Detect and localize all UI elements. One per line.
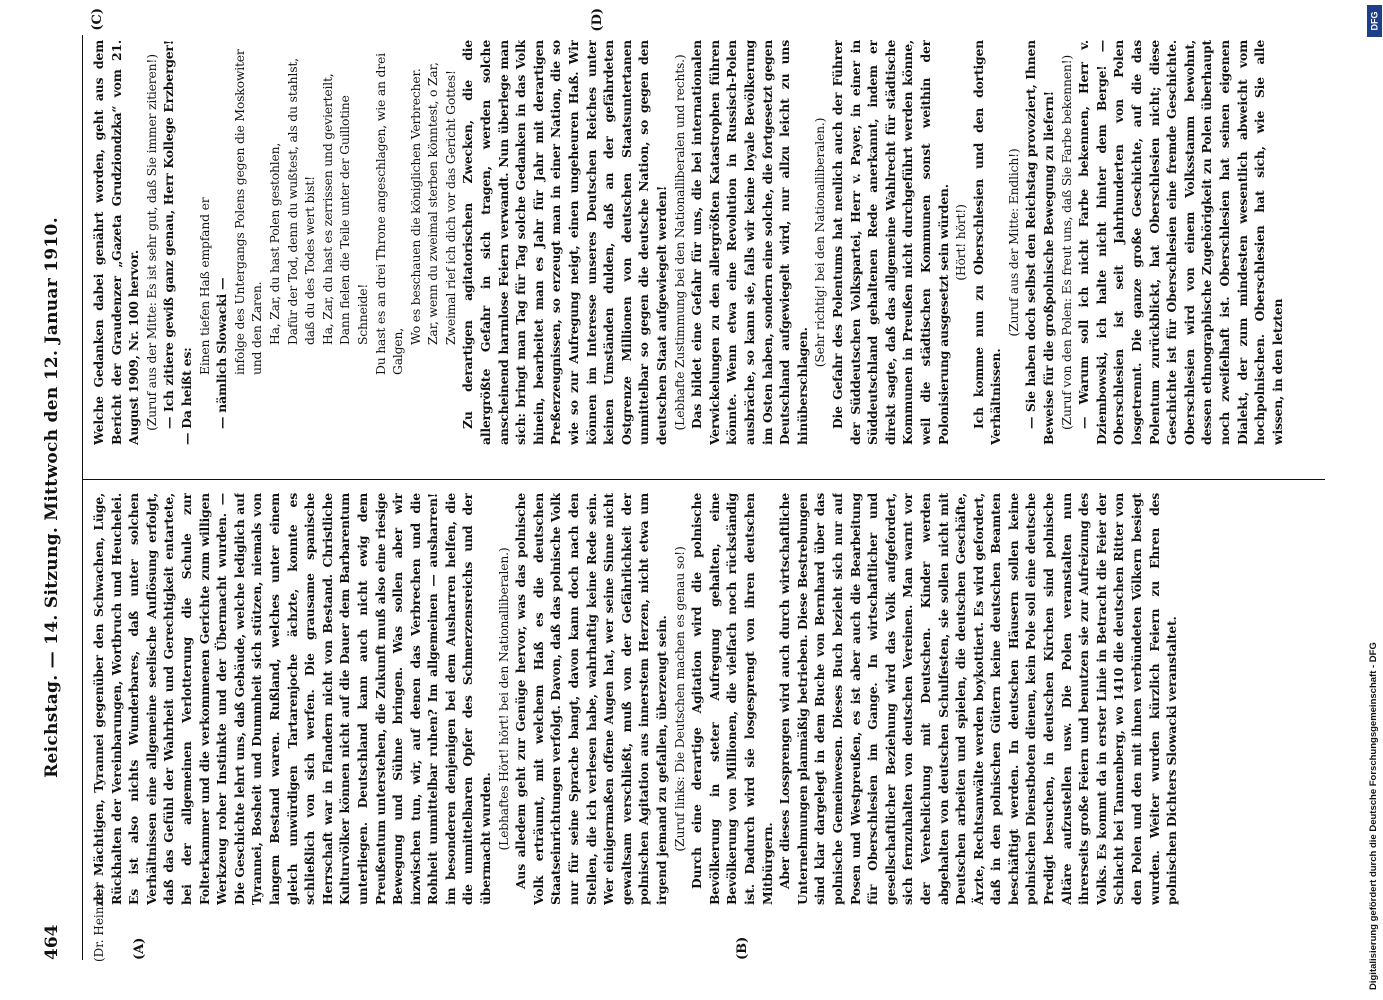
running-head: Reichstag. — 14. Sitzung. Mittwoch den 12. Januar 1910.: [42, 217, 62, 778]
paragraph: Du hast es an drei Throne angeschlagen, wie an drei Galgen,: [372, 53, 406, 375]
dfg-logo: [1367, 5, 1382, 37]
page-number: 464: [42, 924, 62, 960]
interjection: (Sehr richtig! bei den Nationalliberalen.): [812, 117, 828, 368]
marker-a: (A): [132, 937, 147, 960]
funding-note: Digitalisierung gefördert durch die Deutsche Forschungsgemeinschaft - DFG: [1368, 642, 1379, 990]
paragraph: Zweimal rief ich dich vor das Gericht Gottes!: [442, 70, 458, 345]
paragraph: Dann fielen die Teile unter der Guillotine Schneide!: [337, 95, 370, 345]
interjection: (Hört! hört!): [953, 204, 969, 281]
interjection: (Zuruf von den Polen: Es freut uns, daß Sie Farbe bekennen!): [1058, 54, 1074, 431]
speaker-label: (Dr. Heinze.): [92, 884, 106, 962]
paragraph: Aus alledem geht zur Genüge hervor, was das polnische Volk erträumt, mit welchem Haß es die deutschen Staatseinrichtungen verfolgt. Davon, daß das polnische Volk nur für seine Sprache bangt, davon kann doch nach den Stellen, die ich verlesen habe, wahrhaftig keine Rede sein. Wer einigermaßen offene Augen hat, wer seine Sinne nicht gewaltsam verschließt, muß von der Gefährlichkeit der polnischen Agitation aus innerstem Herzen, nicht etwa um irgend jemand zu gefallen, überzeugt sein.: [513, 493, 669, 905]
column-rule: [82, 479, 1325, 480]
paragraph: Durch eine derartige Agitation wird die polnische Bevölkerung in steter Aufregung gehalten, eine Bevölkerung von Millionen, die vielfach noch rückständig ist. Dadurch wird sie losgesprengt von ihren deutschen Mitbürgern.: [689, 493, 775, 905]
paragraph: Ich komme nun zu Oberschlesien und den dortigen Verhältnissen.: [970, 40, 1004, 445]
paragraph: — Sie haben doch selbst den Reichstag provoziert, Ihnen Beweise für die großpolnische Bewegung zu liefern!: [1023, 40, 1057, 445]
paragraph: Zar, wenn du zweimal sterben könntest, o Zar,: [425, 62, 441, 345]
paragraph: — Ich zitiere gewiß ganz genau, Herr Kollege Erzberger! — Da heißt es:: [161, 40, 194, 445]
marker-b: (B): [735, 936, 750, 960]
paragraph: Wo es beschauen die königlichen Verbrecher.: [407, 68, 423, 345]
paragraph: der Mächtigen, Tyrannei gegenüber den Schwachen, Lüge, Rückhalten der Vereinbarungen, Wortbruch und Heuchelei. Es ist also nichts Wunderbares, daß unter solchen Verhältnissen eine allgemeine seelische Auflösung erfolgt, daß das Gefühl der Wahrheit und Gerechtigkeit entartete, bei der allgemeinen Verlotterung die Schule zur Folterkammer und die verkommenen Gerichte zum willigen Werkzeug roher Instinkte und der Übermacht wurden. — Die Geschichte lehrt uns, daß Gebäude, welche lediglich auf Tyrannei, Bosheit und Dummheit sich stützen, niemals von langem Bestand waren. Rußland, welches unter einem gleich unwürdigen Tartarenjoche ächzte, konnte es schließlich von sich werfen. Die grausame spanische Herrschaft war in Flandern nicht von Bestand. Christliche Kulturvölker können nicht auf die Dauer dem Barbarentum unterliegen. Deutschland kann auch nicht ewig dem Preußentum unterstehen, die Zukunft muß also eine riesige Bewegung und Sühne bringen. Was sollen aber wir inzwischen tun, wir, auf denen das Verbrechen und die Rohheit unmittelbar ruhen? Im allgemeinen — ausharren! im besonderen denjenigen bei dem Ausharren helfen, die die unmittelbaren Opfer des Schmerzensreichs und der übermacht wurden.: [91, 493, 494, 905]
page-header: [38, 35, 72, 960]
paragraph: — Warum soll ich nicht Farbe bekennen, Herr v. Dziembowski, ich halte nicht hinter dem Berge! — Oberschlesien ist seit Jahrhunderten von Polen losgetrennt. Die ganze große Geschichte, auf die das Polentum zurückblickt, hat Oberschlesien nicht; diese Geschichte ist für Oberschlesien eine fremde Geschichte. Oberschlesien wird von einem Volksstamm bewohnt, dessen ethnographische Zugehörigkeit zu Polen überhaupt noch zweifelhaft ist. Oberschlesien hat seinen eigenen Dialekt, der zum mindesten wesentlich abweicht vom hochpolnischen. Oberschlesien hat sich, wie Sie alle wissen, in den letzten: [1076, 40, 1285, 445]
paragraph: Ha, Zar, du hast es zerrissen und gevierteilt,: [319, 73, 335, 345]
paragraph: Einen tiefen Haß empfand er: [196, 197, 212, 375]
left-column: [90, 493, 1323, 905]
paragraph: Das bildet eine Gefahr für uns, die bei internationalen Verwickelungen zu den allergrößten Katastrophen führen könnte. Wenn etwa eine Revolution in Russisch-Polen ausbräche, so kann sie, falls wir keine loyale Bevölkerung im Osten haben, sondern eine solche, die fortgesetzt gegen Deutschland aufgewiegelt wird, nur allzu leicht zu uns hinüberschlagen.: [689, 40, 810, 445]
marker-c: (C): [90, 8, 105, 31]
right-column: [90, 40, 1323, 445]
paragraph: — nämlich Slowacki —: [214, 277, 230, 429]
interjection: (Lebhafte Zustimmung bei den Nationalliberalen und rechts.): [671, 54, 687, 431]
dfg-logo-text: DFG: [1369, 11, 1380, 31]
paragraph: Dafür der Tod, denn du wußtest, als du stahlst, daß du des Todes wert bist!: [284, 58, 318, 345]
marker-d: (D): [590, 8, 605, 32]
interjection: (Lebhaftes Hört! hört! bei den Nationalliberalen.): [495, 547, 511, 851]
interjection: (Zuruf links: Die Deutschen machen es genau so!): [671, 546, 687, 852]
interjection: (Zuruf aus der Mitte: Es ist sehr gut, daß Sie immer zitieren!): [143, 54, 159, 431]
paragraph: Die Gefahr des Polentums hat neulich auch der Führer der Süddeutschen Volkspartei, Herr v. Payer, in einer in Süddeutschland gehaltenen Rede anerkannt, indem er direkt sagte, daß das allgemeine Wahlrecht für städtische Kommunen in Preußen nicht durchgeführt werden könne, weil die städtischen Kommunen sonst weithin der Polonisierung ausgesetzt sein würden.: [829, 40, 951, 445]
paragraph: Aber dieses Lossprengen wird auch durch wirtschaftliche Unternehmungen planmäßig betrieben. Diese Bestrebungen sind klar dargelegt in dem Buche von Bernhard über das polnische Gemeinwesen. Dieses Buch bezieht sich nur auf Posen und Westpreußen, es ist aber auch die Bearbeitung für Oberschlesien im Gange. In wirtschaftlicher und gesellschaftlicher Beziehung wird das Volk aufgefordert, sich fernzuhalten von deutschen Vereinen. Man warnt vor der Verehelichung mit Deutschen. Kinder werden abgehalten von deutschen Schulfesten, sie sollen nicht mit Deutschen arbeiten und spielen, die deutschen Geschäfte, Ärzte, Rechtsanwälte werden boykottiert. Es wird gefordert, daß in den polnischen Gütern keine deutschen Beamten beschäftigt werden. In deutschen Häusern sollen keine polnischen Dienstboten dienen, kein Pole soll eine deutsche Predigt besuchen, in deutschen Kirchen sind polnische Altäre aufzustellen usw. Die Polen veranstalten nun ihrerseits große Feiern und benutzen sie zur Aufreizung des Volks. Es kommt da in erster Linie in Betracht die Feier der Schlacht bei Tannenberg, wo 1410 die deutschen Ritter von den Polen und den mit ihnen verbündeten Völkern besiegt wurden. Weiter wurden kürzlich Feiern zu Ehren des polnischen Dichters Slowacki veranstaltet.: [777, 493, 1180, 905]
interjection: (Zuruf aus der Mitte: Endlich!): [1005, 148, 1021, 337]
paragraph: Zu derartigen agitatorischen Zwecken, die die allergrößte Gefahr in sich tragen, werden solche anscheinend harmlose Feiern verwandt. Nun überlege man sich: bringt man Tag für Tag solche Gedanken in das Volk hinein, bearbeitet man es Jahr für Jahr mit derartigen Preßerzeugnissen, so erzeugt man in einer Nation, die so wie so zur Aufregung neigt, einen ungeheuren Haß. Wir können im Interesse unseres Deutschen Reiches unter keinen Umständen dulden, daß an der gefährdeten Ostgrenze Millionen von deutschen Staatsuntertanen unmittelbar so gegen die deutsche Nation, so gegen den deutschen Staat aufgewiegelt werden!: [460, 40, 669, 445]
paragraph: infolge des Untergangs Polens gegen die Moskowiter und den Zaren.: [231, 49, 265, 375]
paragraph: Ha, Zar, du hast Polen gestohlen,: [266, 142, 282, 345]
paragraph: Welche Gedanken dabei genährt worden, geht aus dem Bericht der Graudenzer „Gazeta Grudziondzka“ vom 21. August 1909, Nr. 100 hervor.: [91, 40, 142, 445]
header-rule: [82, 35, 83, 960]
